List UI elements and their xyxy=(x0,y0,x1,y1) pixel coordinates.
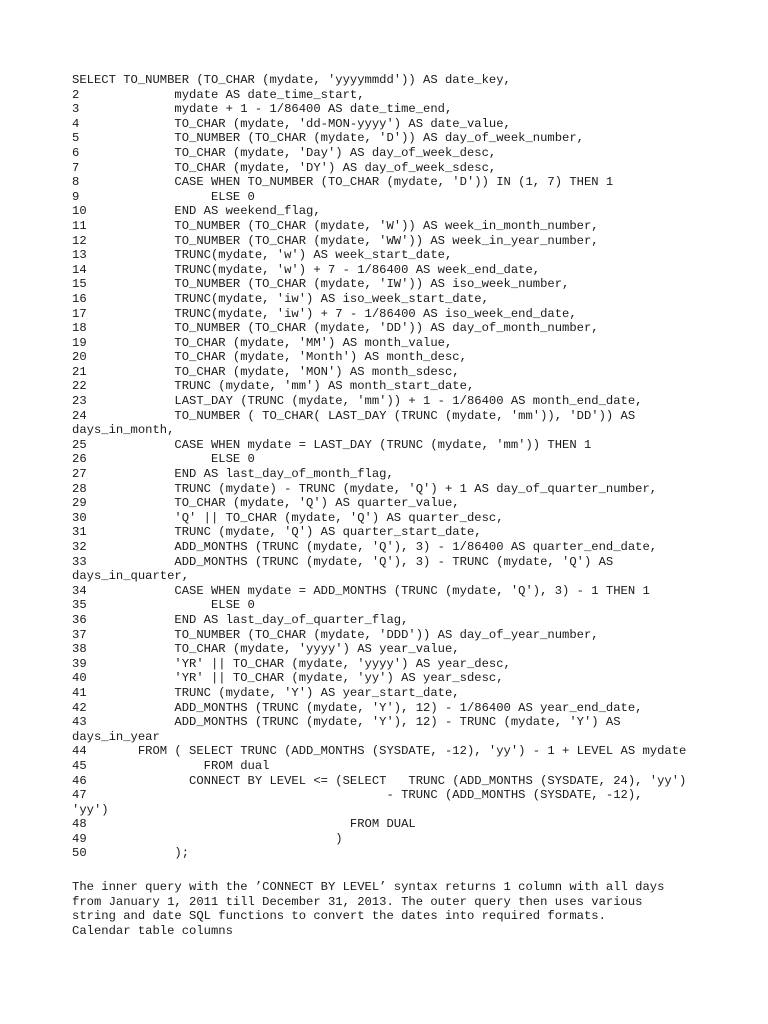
code-line: 8 CASE WHEN TO_NUMBER (TO_CHAR (mydate, 'D')) IN (1, 7) THEN 1 xyxy=(72,175,614,190)
code-line: 19 TO_CHAR (mydate, 'MM') AS month_value, xyxy=(72,335,453,350)
code-line: 37 TO_NUMBER (TO_CHAR (mydate, 'DDD')) AS day_of_year_number, xyxy=(72,627,599,642)
code-line: 12 TO_NUMBER (TO_CHAR (mydate, 'WW')) AS week_in_year_number, xyxy=(72,233,599,248)
code-line: 23 LAST_DAY (TRUNC (mydate, 'mm')) + 1 - 1/86400 AS month_end_date, xyxy=(72,394,643,409)
code-line: 'yy') xyxy=(72,802,109,817)
code-line: 48 FROM DUAL xyxy=(72,817,416,832)
code-line: 36 END AS last_day_of_quarter_flag, xyxy=(72,612,409,627)
prose-line: from January 1, 2011 till December 31, 2013. The outer query then uses various xyxy=(72,894,643,909)
code-line: 4 TO_CHAR (mydate, 'dd-MON-yyyy') AS date_value, xyxy=(72,116,511,131)
code-line: 43 ADD_MONTHS (TRUNC (mydate, 'Y'), 12) - TRUNC (mydate, 'Y') AS xyxy=(72,715,621,730)
code-line: 42 ADD_MONTHS (TRUNC (mydate, 'Y'), 12) - 1/86400 AS year_end_date, xyxy=(72,700,643,715)
code-line: 10 END AS weekend_flag, xyxy=(72,204,321,219)
prose-line: The inner query with the ’CONNECT BY LEVEL’ syntax returns 1 column with all days xyxy=(72,880,665,894)
sql-code-block xyxy=(72,73,712,861)
code-line: 34 CASE WHEN mydate = ADD_MONTHS (TRUNC (mydate, 'Q'), 3) - 1 THEN 1 xyxy=(72,583,650,598)
prose-line: Calendar table columns xyxy=(72,923,233,938)
code-line: 45 FROM dual xyxy=(72,758,270,773)
code-line: days_in_year xyxy=(72,729,160,744)
code-line: 2 mydate AS date_time_start, xyxy=(72,87,365,102)
code-line: 32 ADD_MONTHS (TRUNC (mydate, 'Q'), 3) - 1/86400 AS quarter_end_date, xyxy=(72,540,658,554)
code-line: 11 TO_NUMBER (TO_CHAR (mydate, 'W')) AS week_in_month_number, xyxy=(72,218,599,233)
code-line: 35 ELSE 0 xyxy=(72,598,255,613)
code-line: 25 CASE WHEN mydate = LAST_DAY (TRUNC (mydate, 'mm')) THEN 1 xyxy=(72,437,592,452)
code-line: 46 CONNECT BY LEVEL <= (SELECT TRUNC (ADD_MONTHS (SYSDATE, 24), 'yy') xyxy=(72,773,687,788)
code-line: 26 ELSE 0 xyxy=(72,452,255,467)
code-line: 29 TO_CHAR (mydate, 'Q') AS quarter_value, xyxy=(72,496,460,511)
code-line: 41 TRUNC (mydate, 'Y') AS year_start_date, xyxy=(72,685,460,700)
code-line: 44 FROM ( SELECT TRUNC (ADD_MONTHS (SYSDATE, -12), 'yy') - 1 + LEVEL AS mydate xyxy=(72,744,687,759)
code-line: 31 TRUNC (mydate, 'Q') AS quarter_start_date, xyxy=(72,525,482,540)
code-line: 24 TO_NUMBER ( TO_CHAR( LAST_DAY (TRUNC (mydate, 'mm')), 'DD')) AS xyxy=(72,408,636,423)
code-line: 9 ELSE 0 xyxy=(72,189,255,204)
code-line: 20 TO_CHAR (mydate, 'Month') AS month_desc, xyxy=(72,350,467,365)
code-line: 5 TO_NUMBER (TO_CHAR (mydate, 'D')) AS day_of_week_number, xyxy=(72,131,584,146)
code-line: 49 ) xyxy=(72,831,343,846)
code-line: 27 END AS last_day_of_month_flag, xyxy=(72,467,394,482)
code-line: days_in_month, xyxy=(72,423,175,438)
code-line: 15 TO_NUMBER (TO_CHAR (mydate, 'IW')) AS iso_week_number, xyxy=(72,277,570,292)
prose-line: string and date SQL functions to convert the dates into required formats. xyxy=(72,909,606,924)
code-line: 16 TRUNC(mydate, 'iw') AS iso_week_start_date, xyxy=(72,291,489,306)
code-line: 14 TRUNC(mydate, 'w') + 7 - 1/86400 AS week_end_date, xyxy=(72,262,541,277)
code-line: 7 TO_CHAR (mydate, 'DY') AS day_of_week_sdesc, xyxy=(72,160,497,175)
code-line: SELECT TO_NUMBER (TO_CHAR (mydate, 'yyyymmdd')) AS date_key, xyxy=(72,73,511,87)
code-line: 22 TRUNC (mydate, 'mm') AS month_start_date, xyxy=(72,379,475,394)
code-line: 33 ADD_MONTHS (TRUNC (mydate, 'Q'), 3) - TRUNC (mydate, 'Q') AS xyxy=(72,554,614,569)
description-paragraph xyxy=(72,880,712,938)
code-line: 28 TRUNC (mydate) - TRUNC (mydate, 'Q') + 1 AS day_of_quarter_number, xyxy=(72,481,658,496)
code-line: 40 'YR' || TO_CHAR (mydate, 'yy') AS year_sdesc, xyxy=(72,671,504,686)
code-line: 3 mydate + 1 - 1/86400 AS date_time_end, xyxy=(72,102,453,117)
code-line: days_in_quarter, xyxy=(72,569,190,584)
code-line: 18 TO_NUMBER (TO_CHAR (mydate, 'DD')) AS day_of_month_number, xyxy=(72,321,599,336)
code-line: 13 TRUNC(mydate, 'w') AS week_start_date, xyxy=(72,248,453,263)
code-line: 50 ); xyxy=(72,846,190,861)
code-line: 38 TO_CHAR (mydate, 'yyyy') AS year_value, xyxy=(72,642,460,657)
code-line: 47 - TRUNC (ADD_MONTHS (SYSDATE, -12), xyxy=(72,788,643,803)
code-line: 39 'YR' || TO_CHAR (mydate, 'yyyy') AS year_desc, xyxy=(72,656,511,671)
code-line: 17 TRUNC(mydate, 'iw') + 7 - 1/86400 AS iso_week_end_date, xyxy=(72,306,577,321)
code-line: 6 TO_CHAR (mydate, 'Day') AS day_of_week_desc, xyxy=(72,145,497,160)
code-line: 21 TO_CHAR (mydate, 'MON') AS month_sdesc, xyxy=(72,364,460,379)
code-line: 30 'Q' || TO_CHAR (mydate, 'Q') AS quarter_desc, xyxy=(72,510,504,525)
